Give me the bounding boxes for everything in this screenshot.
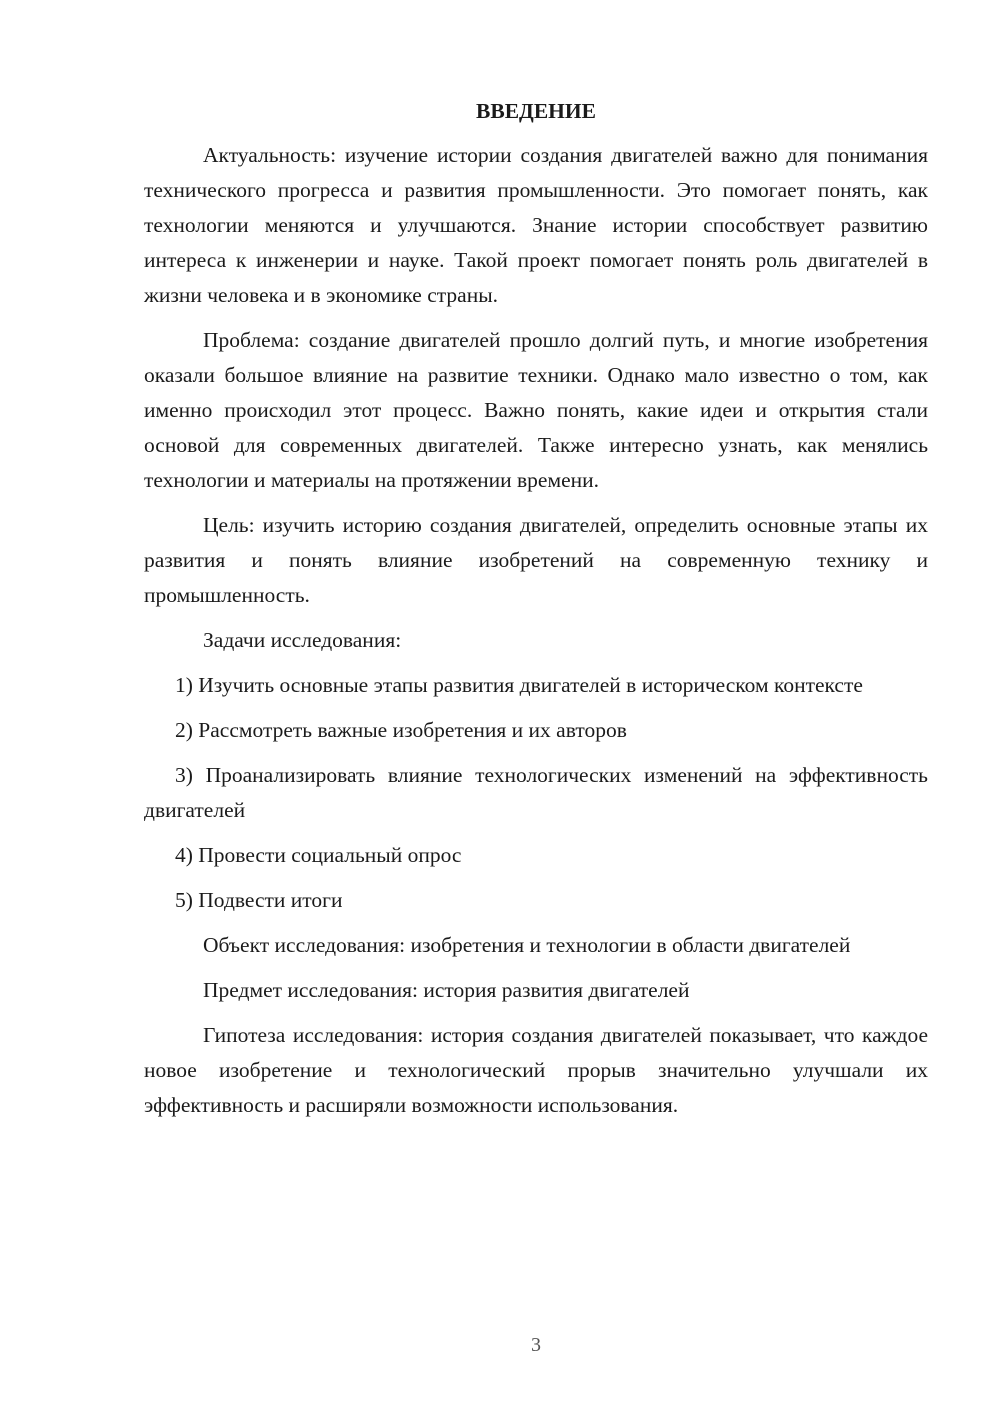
document-page bbox=[144, 94, 928, 1133]
list-item-task-2: 2) Рассмотреть важные изобретения и их авторов bbox=[175, 718, 627, 742]
list-item-task-1: 1) Изучить основные этапы развития двигателей в историческом контексте bbox=[175, 673, 863, 697]
list-item-task-4: 4) Провести социальный опрос bbox=[175, 843, 462, 867]
paragraph-object: Объект исследования: изобретения и технологии в области двигателей bbox=[203, 933, 851, 957]
paragraph-goal: Цель: изучить историю создания двигателей, определить основные этапы их развития и понять влияние изобретений на современную технику и промышленность. bbox=[144, 513, 928, 607]
list-item-task-3: 3) Проанализировать влияние технологических изменений на эффективность двигателей bbox=[144, 763, 928, 822]
paragraph-subject: Предмет исследования: история развития двигателей bbox=[203, 978, 690, 1002]
paragraph-hypothesis: Гипотеза исследования: история создания двигателей показывает, что каждое новое изобретение и технологический прорыв значительно улучшали их эффективность и расширяли возможности использования. bbox=[144, 1023, 928, 1117]
paragraph-relevance: Актуальность: изучение истории создания двигателей важно для понимания технического прогресса и развития промышленности. Это помогает понять, как технологии меняются и улучшаются. Знание истории способствует развитию интереса к инженерии и науке. Такой проект помогает понять роль двигателей в жизни человека и в экономике страны. bbox=[144, 143, 928, 307]
paragraph-tasks-heading: Задачи исследования: bbox=[203, 628, 402, 652]
page-number: 3 bbox=[531, 1334, 541, 1356]
paragraph-problem: Проблема: создание двигателей прошло долгий путь, и многие изобретения оказали большое влияние на развитие техники. Однако мало известно о том, как именно происходил этот процесс. Важно понять, какие идеи и открытия стали основой для современных двигателей. Также интересно узнать, как менялись технологии и материалы на протяжении времени. bbox=[144, 328, 928, 492]
list-item-task-5: 5) Подвести итоги bbox=[175, 888, 343, 912]
section-title: ВВЕДЕНИЕ bbox=[476, 99, 596, 123]
